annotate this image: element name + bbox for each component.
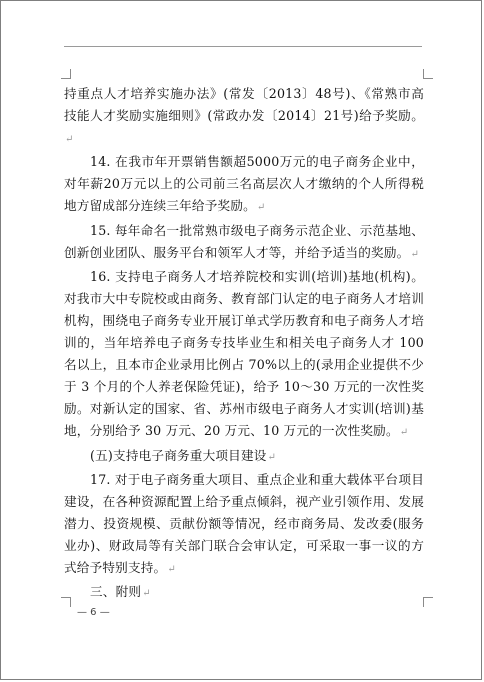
corner-mark-top-right — [423, 69, 433, 79]
page-number: — 6 — — [77, 607, 110, 618]
paragraph-mark-icon: ↵ — [142, 588, 151, 600]
paragraph: 持重点人才培养实施办法》(常发〔2013〕48号)、《常熟市高技能人才奖励实施细则》(常政办发〔2014〕21号)给予奖励。↵ — [64, 86, 424, 146]
paragraph-mark-icon: ↵ — [65, 134, 74, 146]
header-rule — [64, 46, 422, 47]
paragraph-mark-icon: ↵ — [267, 451, 277, 463]
paragraph-mark-icon: ↵ — [399, 427, 409, 439]
corner-mark-bottom-right — [423, 597, 433, 607]
paragraph: 16. 支持电子商务人才培养院校和实训(培训)基地(机构)。对我市大中专院校或由商务、教育部门认定的电子商务人才培训机构，围绕电子商务专业开展订单式学历教育和电子商务人才培训的，当年培养电子商务专技毕业生和相关电子商务人才 100 名以上，且本市企业录用比例占 70%以上的(录用企业提供不少于 3 个月的个人养老保险凭证)，给予 10～30 万元的一次性奖励。对新认定的国家、省、苏州市级电子商务人才实训(培训)基地，分别给予 30 万元、20 万元、10 万元的一次性奖励。↵ — [64, 268, 424, 439]
corner-mark-top-left — [61, 69, 71, 79]
paragraph-mark-icon: ↵ — [256, 202, 266, 214]
paragraph-mark-icon: ↵ — [410, 248, 420, 260]
document-body — [64, 83, 424, 605]
paragraph: 14. 在我市年开票销售额超5000万元的电子商务企业中，对年薪20万元以上的公司前三名高层次人才缴纳的个人所得税地方留成部分连续三年给予奖励。↵ — [64, 154, 424, 214]
paragraph-mark-icon: ↵ — [167, 563, 176, 575]
paragraph: 15. 每年命名一批常熟市级电子商务示范企业、示范基地、创新创业团队、服务平台和领军人才等，并给予适当的奖励。↵ — [64, 222, 424, 260]
paragraph: 17. 对于电子商务重大项目、重点企业和重大载体平台项目建设，在各种资源配置上给予重点倾斜，视产业引领作用、发展潜力、投资规模、贡献份额等情况，经市商务局、发改委(服务业办)、财政局等有关部门联合会审认定，可采取一事一议的方式给予特别支持。↵ — [64, 471, 424, 575]
section-heading: 三、附则↵ — [90, 584, 151, 600]
section-heading: (五)支持电子商务重大项目建设↵ — [90, 447, 277, 463]
